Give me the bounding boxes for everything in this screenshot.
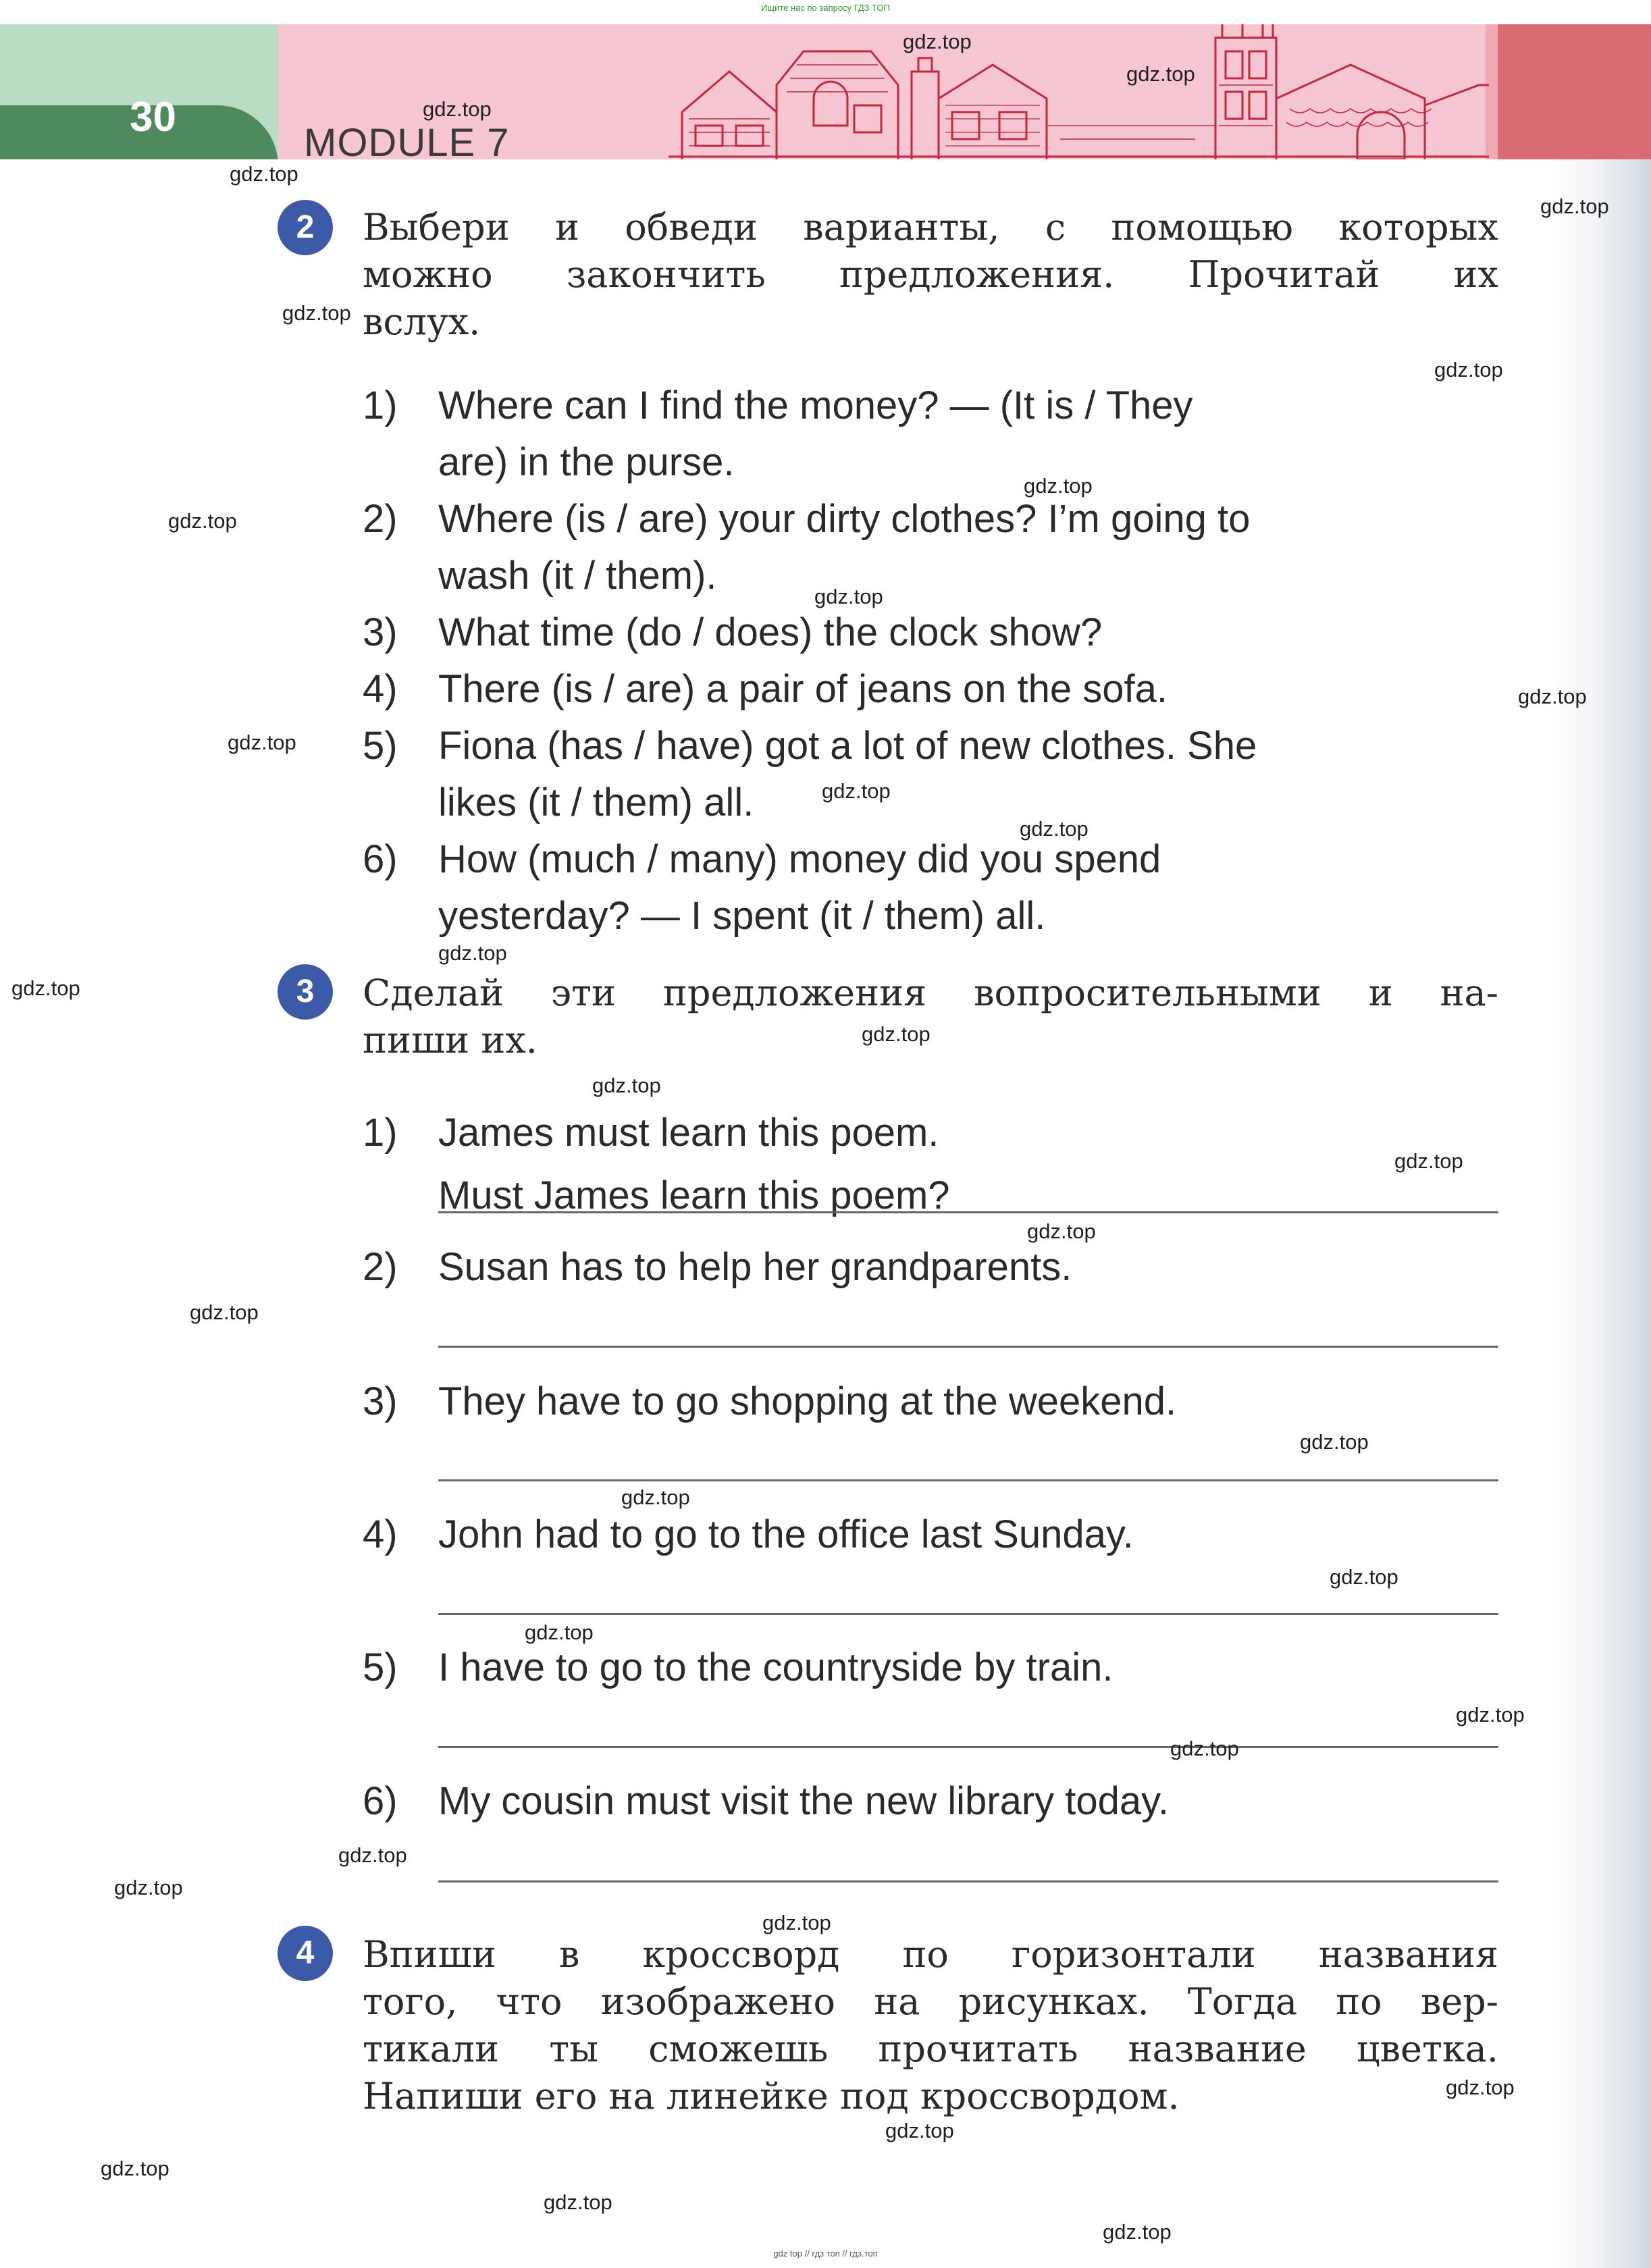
instruction-line: того, что изображено на рисунках. Тогда по вер- [363, 1980, 1498, 2023]
city-illustration [669, 24, 1489, 159]
item-number: 4) [363, 1512, 398, 1556]
item-text: Fiona (has / have) got a lot of new clothes. She [438, 724, 1257, 768]
watermark: gdz.top [862, 1022, 931, 1046]
watermark: gdz.top [1394, 1149, 1463, 1173]
watermark: gdz.top [423, 97, 492, 121]
watermark: gdz.top [1540, 194, 1609, 218]
exercise-3-item [363, 1773, 1169, 1830]
answer-line[interactable] [438, 1211, 1498, 1213]
banner-right-block [1498, 24, 1651, 159]
watermark: gdz.top [762, 1911, 831, 1934]
watermark: gdz.top [1434, 358, 1503, 381]
instruction-line: Выбери и обведи варианты, с помощью которых [363, 206, 1498, 248]
answer-line[interactable] [438, 1479, 1498, 1481]
exercise-4-badge: 4 [278, 1926, 333, 1981]
item-sentence: John had to go to the office last Sunday. [438, 1512, 1134, 1556]
watermark: gdz.top [822, 779, 891, 803]
item-number: 1) [363, 384, 398, 427]
watermark: gdz.top [1020, 817, 1089, 841]
watermark: gdz.top [11, 976, 80, 1000]
watermark: gdz.top [1024, 474, 1093, 498]
item-number: 6) [363, 1779, 398, 1823]
watermark: gdz.top [1330, 1565, 1398, 1589]
watermark: gdz.top [282, 301, 351, 325]
instruction-line: Сделай эти предложения вопросительными и на- [363, 972, 1498, 1014]
module-label: MODULE 7 [304, 121, 510, 165]
exercise-3-item [363, 1239, 1072, 1296]
exercise-3-item [363, 1506, 1134, 1563]
page-fold-shadow [1546, 159, 1651, 2268]
item-number: 4) [363, 667, 398, 711]
watermark: gdz.top [592, 1074, 661, 1097]
answer-line[interactable] [438, 1613, 1498, 1615]
watermark: gdz.top [1126, 62, 1195, 86]
item-continuation: are) in the purse. [438, 440, 735, 484]
page-number: 30 [130, 94, 176, 140]
top-note: Ищите нас по запросу ГДЗ ТОП [761, 3, 890, 13]
exercise-2-items [363, 377, 1498, 945]
exercise-3-item [363, 1373, 1176, 1430]
item-sentence: Susan has to help her grandparents. [438, 1245, 1072, 1289]
item-number: 3) [363, 1379, 398, 1423]
list-item [363, 831, 1498, 888]
instruction-line: Впиши в кроссворд по горизонтали названия [363, 1933, 1498, 1976]
watermark: gdz.top [438, 941, 507, 965]
item-sentence: James must learn this poem. [438, 1111, 939, 1155]
watermark: gdz.top [621, 1485, 690, 1509]
list-item [363, 377, 1498, 434]
item-number: 5) [363, 1645, 398, 1689]
item-sentence: My cousin must visit the new library today. [438, 1779, 1169, 1823]
watermark: gdz.top [544, 2190, 612, 2214]
watermark: gdz.top [1103, 2220, 1172, 2244]
watermark: gdz.top [1027, 1219, 1096, 1243]
watermark: gdz.top [114, 1876, 183, 1899]
list-item [363, 604, 1498, 661]
watermark: gdz.top [525, 1620, 594, 1644]
item-text: What time (do / does) the clock show? [438, 610, 1103, 654]
item-sentence: I have to go to the countryside by train. [438, 1645, 1113, 1689]
item-text: How (much / many) money did you spend [438, 837, 1161, 881]
list-item [363, 491, 1498, 548]
answer-line[interactable] [438, 1346, 1498, 1348]
list-item [363, 661, 1498, 718]
item-number: 2) [363, 1245, 398, 1289]
instruction-line: тикали ты сможешь прочитать название цветка. [363, 2028, 1498, 2070]
exercise-2-badge: 2 [278, 200, 333, 255]
watermark: gdz.top [1446, 2076, 1515, 2099]
watermark: gdz.top [1456, 1703, 1525, 1726]
item-number: 5) [363, 724, 398, 768]
instruction-line: пиши их. [363, 1019, 538, 1061]
item-continuation: wash (it / them). [438, 554, 717, 598]
item-number: 1) [363, 1111, 398, 1155]
exercise-3-badge: 3 [278, 964, 333, 1020]
exercise-2-instruction [363, 204, 1498, 346]
item-number: 2) [363, 497, 398, 541]
exercise-3-item [363, 1105, 939, 1161]
answer-line[interactable] [438, 1746, 1498, 1748]
item-number: 3) [363, 610, 398, 654]
watermark: gdz.top [338, 1843, 407, 1867]
watermark: gdz.top [814, 585, 883, 608]
watermark: gdz.top [1518, 685, 1587, 708]
item-text: Where (is / are) your dirty clothes? I’m going to [438, 497, 1251, 541]
watermark: gdz.top [101, 2157, 169, 2180]
answer-text: Must James learn this poem? [438, 1173, 950, 1217]
list-item [363, 718, 1498, 774]
item-number: 6) [363, 837, 398, 881]
exercise-4-instruction [363, 1931, 1498, 2120]
watermark: gdz.top [1170, 1737, 1239, 1760]
instruction-line: вслух. [363, 300, 481, 343]
instruction-line: Напиши его на линейке под кроссвордом. [363, 2075, 1180, 2117]
watermark: gdz.top [885, 2119, 954, 2142]
item-text: There (is / are) a pair of jeans on the sofa. [438, 667, 1168, 711]
instruction-line: можно закончить предложения. Прочитай их [363, 253, 1498, 296]
watermark: gdz.top [230, 162, 298, 186]
watermark: gdz.top [903, 30, 972, 53]
item-text: Where can I find the money? — (It is / They [438, 384, 1193, 427]
item-continuation: likes (it / them) all. [438, 781, 754, 824]
item-sentence: They have to go shopping at the weekend. [438, 1379, 1177, 1423]
watermark: gdz.top [168, 509, 237, 533]
item-continuation: yesterday? — I spent (it / them) all. [438, 894, 1046, 938]
watermark: gdz.top [1300, 1430, 1369, 1454]
bottom-note: gdz top // гдз топ // гдз.топ [773, 2248, 878, 2259]
exercise-3-instruction [363, 970, 1498, 1064]
answer-line[interactable] [438, 1880, 1498, 1882]
watermark: gdz.top [190, 1300, 259, 1324]
exercise-3-item [363, 1639, 1113, 1696]
watermark: gdz.top [228, 731, 296, 754]
